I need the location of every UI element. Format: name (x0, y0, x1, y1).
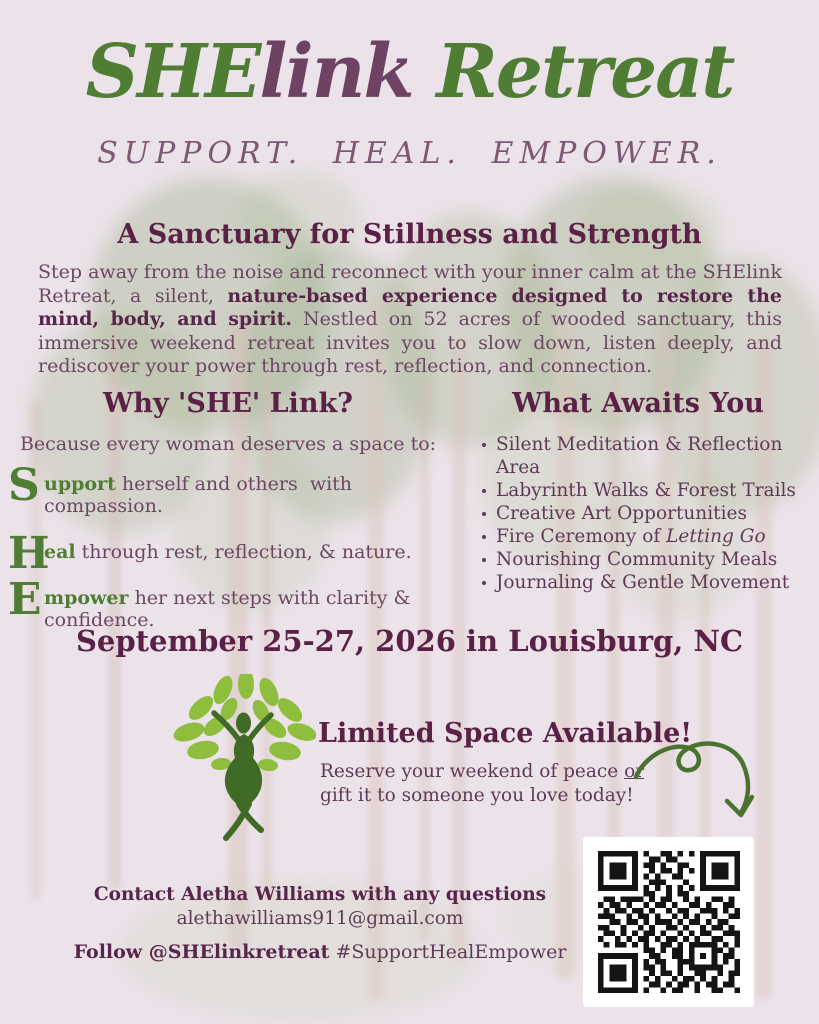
sanctuary-text-post: Nestled on 52 acres of wooded sanctuary, this immersive weekend retreat invites you to slow down, listen deeply, and rediscover your power through rest, reflection, and connection. (38, 308, 782, 377)
she-list (8, 460, 448, 631)
she-text: through rest, reflection, & nature. (75, 541, 412, 563)
title-retreat: Retreat (412, 29, 734, 115)
sanctuary-paragraph (38, 261, 782, 379)
cta-line2: gift it to someone you love today! (320, 785, 634, 806)
contact-questions-line: Contact Aletha Williams with any questions (93, 884, 547, 905)
title-link: link (259, 29, 413, 115)
sanctuary-text-bold: nature-based experience designed to restore the mind, body, and spirit. (38, 284, 782, 330)
awaits-list (468, 433, 808, 594)
she-keyword: upport (44, 473, 116, 495)
logo-woman (214, 713, 271, 839)
awaits-item-text: Nourishing Community Meals (496, 549, 778, 570)
follow-handle: Follow @SHElinkretreat (73, 941, 330, 963)
awaits-item-text: Labyrinth Walks & Forest Trails (496, 480, 796, 501)
page-title (0, 29, 819, 115)
cta-line1: Reserve your weekend of peace (320, 761, 625, 782)
she-item (8, 528, 448, 579)
awaits-item-text: Silent Meditation & Reflection Area (496, 434, 783, 478)
she-keyword: mpower (44, 587, 129, 609)
she-keyword: eal (44, 541, 76, 563)
she-initial-letter: H (8, 528, 50, 579)
awaits-item-text: Fire Ceremony of (496, 526, 667, 547)
cta-or-underlined: or (624, 761, 645, 782)
contact-block (70, 884, 570, 963)
cta-heading: Limited Space Available! (318, 718, 693, 749)
she-initial-letter: E (8, 574, 42, 625)
qr-code (598, 851, 740, 993)
event-date-location: September 25-27, 2026 in Louisburg, NC (75, 624, 744, 658)
contact-email: alethawilliams911@gmail.com (176, 908, 464, 929)
awaits-item (482, 502, 808, 525)
she-text: herself and others with compassion. (44, 473, 359, 517)
awaits-item (482, 571, 808, 594)
she-initial-letter: S (8, 460, 40, 511)
title-she: SHE (85, 29, 260, 115)
sanctuary-text-pre: Step away from the noise and reconnect with your inner calm at the SHElink Retreat, a silent, (38, 261, 782, 307)
why-intro: Because every woman deserves a space to: (19, 433, 437, 455)
cta-body (320, 760, 650, 808)
curly-arrow-icon (628, 733, 778, 833)
awaits-item (482, 479, 808, 502)
sanctuary-heading: A Sanctuary for Stillness and Strength (117, 219, 702, 250)
awaits-item-text: Journaling & Gentle Movement (496, 572, 790, 593)
woman-tree-logo (171, 674, 316, 846)
awaits-item (482, 433, 808, 479)
why-heading: Why 'SHE' Link? (103, 388, 353, 419)
awaits-item-text: Creative Art Opportunities (496, 503, 747, 524)
qr-card (583, 837, 754, 1007)
awaits-item (482, 525, 808, 548)
tagline: SUPPORT. HEAL. EMPOWER. (97, 136, 722, 171)
follow-hashtag: #SupportHealEmpower (329, 941, 567, 963)
awaits-item-italic: Letting Go (666, 526, 766, 547)
awaits-item (482, 548, 808, 571)
she-item (8, 460, 448, 517)
awaits-heading: What Awaits You (512, 388, 764, 419)
she-text: her next steps with clarity & confidence. (44, 587, 417, 631)
why-she-link-section (8, 388, 448, 655)
social-follow-line (70, 941, 570, 963)
what-awaits-section (468, 388, 808, 594)
